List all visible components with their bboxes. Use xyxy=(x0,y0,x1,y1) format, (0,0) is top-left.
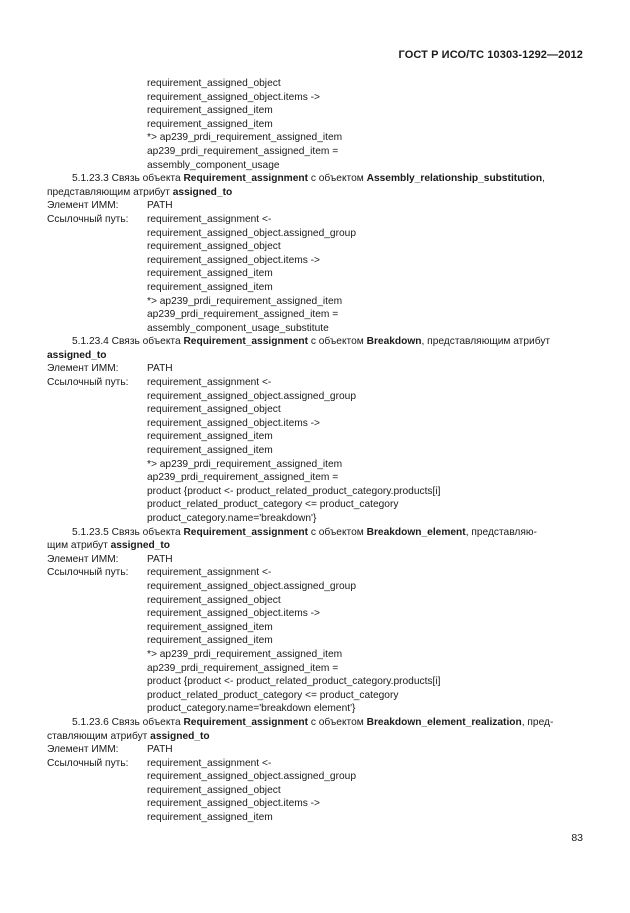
path-line: requirement_assigned_object.items -> xyxy=(147,798,320,810)
path-line: requirement_assignment <- xyxy=(147,377,272,389)
section-heading-cont: assigned_to xyxy=(47,349,107,361)
path-label: Ссылочный путь: xyxy=(47,567,129,579)
section-heading: 5.1.23.4 Связь объекта Requirement_assignment с объектом Breakdown, представляющим атрибут xyxy=(72,336,551,348)
element-row xyxy=(0,362,630,376)
path-line: ap239_prdi_requirement_assigned_item = xyxy=(147,662,339,674)
section-heading-cont: ставляющим атрибут assigned_to xyxy=(47,730,210,742)
path-line: *> ap239_prdi_requirement_assigned_item xyxy=(147,132,343,144)
element-label: Элемент ИММ: xyxy=(47,200,119,212)
path-line: requirement_assigned_item xyxy=(147,118,273,130)
element-value: PATH xyxy=(147,744,173,756)
path-row xyxy=(0,757,630,771)
path-line: requirement_assigned_item xyxy=(147,268,273,280)
path-line: requirement_assigned_object.items -> xyxy=(147,91,320,103)
path-line: requirement_assigned_object xyxy=(147,404,281,416)
section-heading-cont: представляющим атрибут assigned_to xyxy=(47,186,233,198)
path-line: requirement_assigned_object.assigned_group xyxy=(147,227,356,239)
path-line: requirement_assignment <- xyxy=(147,213,272,225)
element-label: Элемент ИММ: xyxy=(47,363,119,375)
path-line: requirement_assigned_item xyxy=(147,281,273,293)
element-value: PATH xyxy=(147,553,173,565)
path-line: requirement_assigned_item xyxy=(147,431,273,443)
path-line: requirement_assigned_object.items -> xyxy=(147,417,320,429)
path-line: assembly_component_usage_substitute xyxy=(147,322,329,334)
path-line: requirement_assigned_object.items -> xyxy=(147,608,320,620)
page-number: 83 xyxy=(571,832,583,844)
path-line: *> ap239_prdi_requirement_assigned_item xyxy=(147,295,343,307)
document-code-header: ГОСТ Р ИСО/ТС 10303-1292—2012 xyxy=(398,49,583,61)
path-row xyxy=(0,376,630,390)
document-body xyxy=(0,77,630,825)
element-row xyxy=(0,553,630,567)
path-line: product {product <- product_related_product_category.products[i] xyxy=(147,676,441,688)
section-heading: 5.1.23.5 Связь объекта Requirement_assignment с объектом Breakdown_element, представляю- xyxy=(72,526,537,538)
path-line: *> ap239_prdi_requirement_assigned_item xyxy=(147,648,343,660)
element-label: Элемент ИММ: xyxy=(47,744,119,756)
path-line: requirement_assigned_object xyxy=(147,784,281,796)
element-value: PATH xyxy=(147,363,173,375)
path-line: product_category.name='breakdown'} xyxy=(147,513,317,524)
element-label: Элемент ИММ: xyxy=(47,553,119,565)
path-line: requirement_assigned_object.items -> xyxy=(147,254,320,266)
path-label: Ссылочный путь: xyxy=(47,757,129,769)
path-line: requirement_assignment <- xyxy=(147,567,272,579)
path-line: requirement_assigned_item xyxy=(147,635,273,647)
path-line: requirement_assigned_object xyxy=(147,594,281,606)
path-row xyxy=(0,566,630,580)
path-line: ap239_prdi_requirement_assigned_item = xyxy=(147,472,339,484)
path-label: Ссылочный путь: xyxy=(47,377,129,389)
section-heading: 5.1.23.3 Связь объекта Requirement_assignment с объектом Assembly_relationship_substitution, xyxy=(72,173,545,185)
element-row xyxy=(0,199,630,213)
path-line: ap239_prdi_requirement_assigned_item = xyxy=(147,309,339,321)
path-line: requirement_assigned_item xyxy=(147,105,273,117)
path-line: requirement_assigned_object.assigned_group xyxy=(147,771,356,783)
path-line: product {product <- product_related_product_category.products[i] xyxy=(147,485,441,497)
path-line: requirement_assigned_item xyxy=(147,621,273,633)
path-label: Ссылочный путь: xyxy=(47,213,129,225)
path-line: *> ap239_prdi_requirement_assigned_item xyxy=(147,458,343,470)
path-line: requirement_assigned_item xyxy=(147,812,273,824)
path-line: requirement_assigned_object.assigned_group xyxy=(147,580,356,592)
element-value: PATH xyxy=(147,200,173,212)
path-line: requirement_assigned_object xyxy=(147,241,281,253)
path-line: requirement_assigned_item xyxy=(147,445,273,457)
path-line: requirement_assigned_object xyxy=(147,78,281,89)
path-line: requirement_assigned_object.assigned_group xyxy=(147,390,356,402)
section-heading-cont: щим атрибут assigned_to xyxy=(47,540,171,552)
path-line: assembly_component_usage xyxy=(147,159,280,171)
path-line: ap239_prdi_requirement_assigned_item = xyxy=(147,145,339,157)
path-line: requirement_assignment <- xyxy=(147,757,272,769)
element-row xyxy=(0,743,630,757)
section-heading: 5.1.23.6 Связь объекта Requirement_assignment с объектом Breakdown_element_realization, пред- xyxy=(72,716,554,728)
path-line: product_related_product_category <= product_category xyxy=(147,689,399,701)
path-line: product_category.name='breakdown element'} xyxy=(147,703,356,715)
path-row xyxy=(0,213,630,227)
path-line: product_related_product_category <= product_category xyxy=(147,499,399,511)
